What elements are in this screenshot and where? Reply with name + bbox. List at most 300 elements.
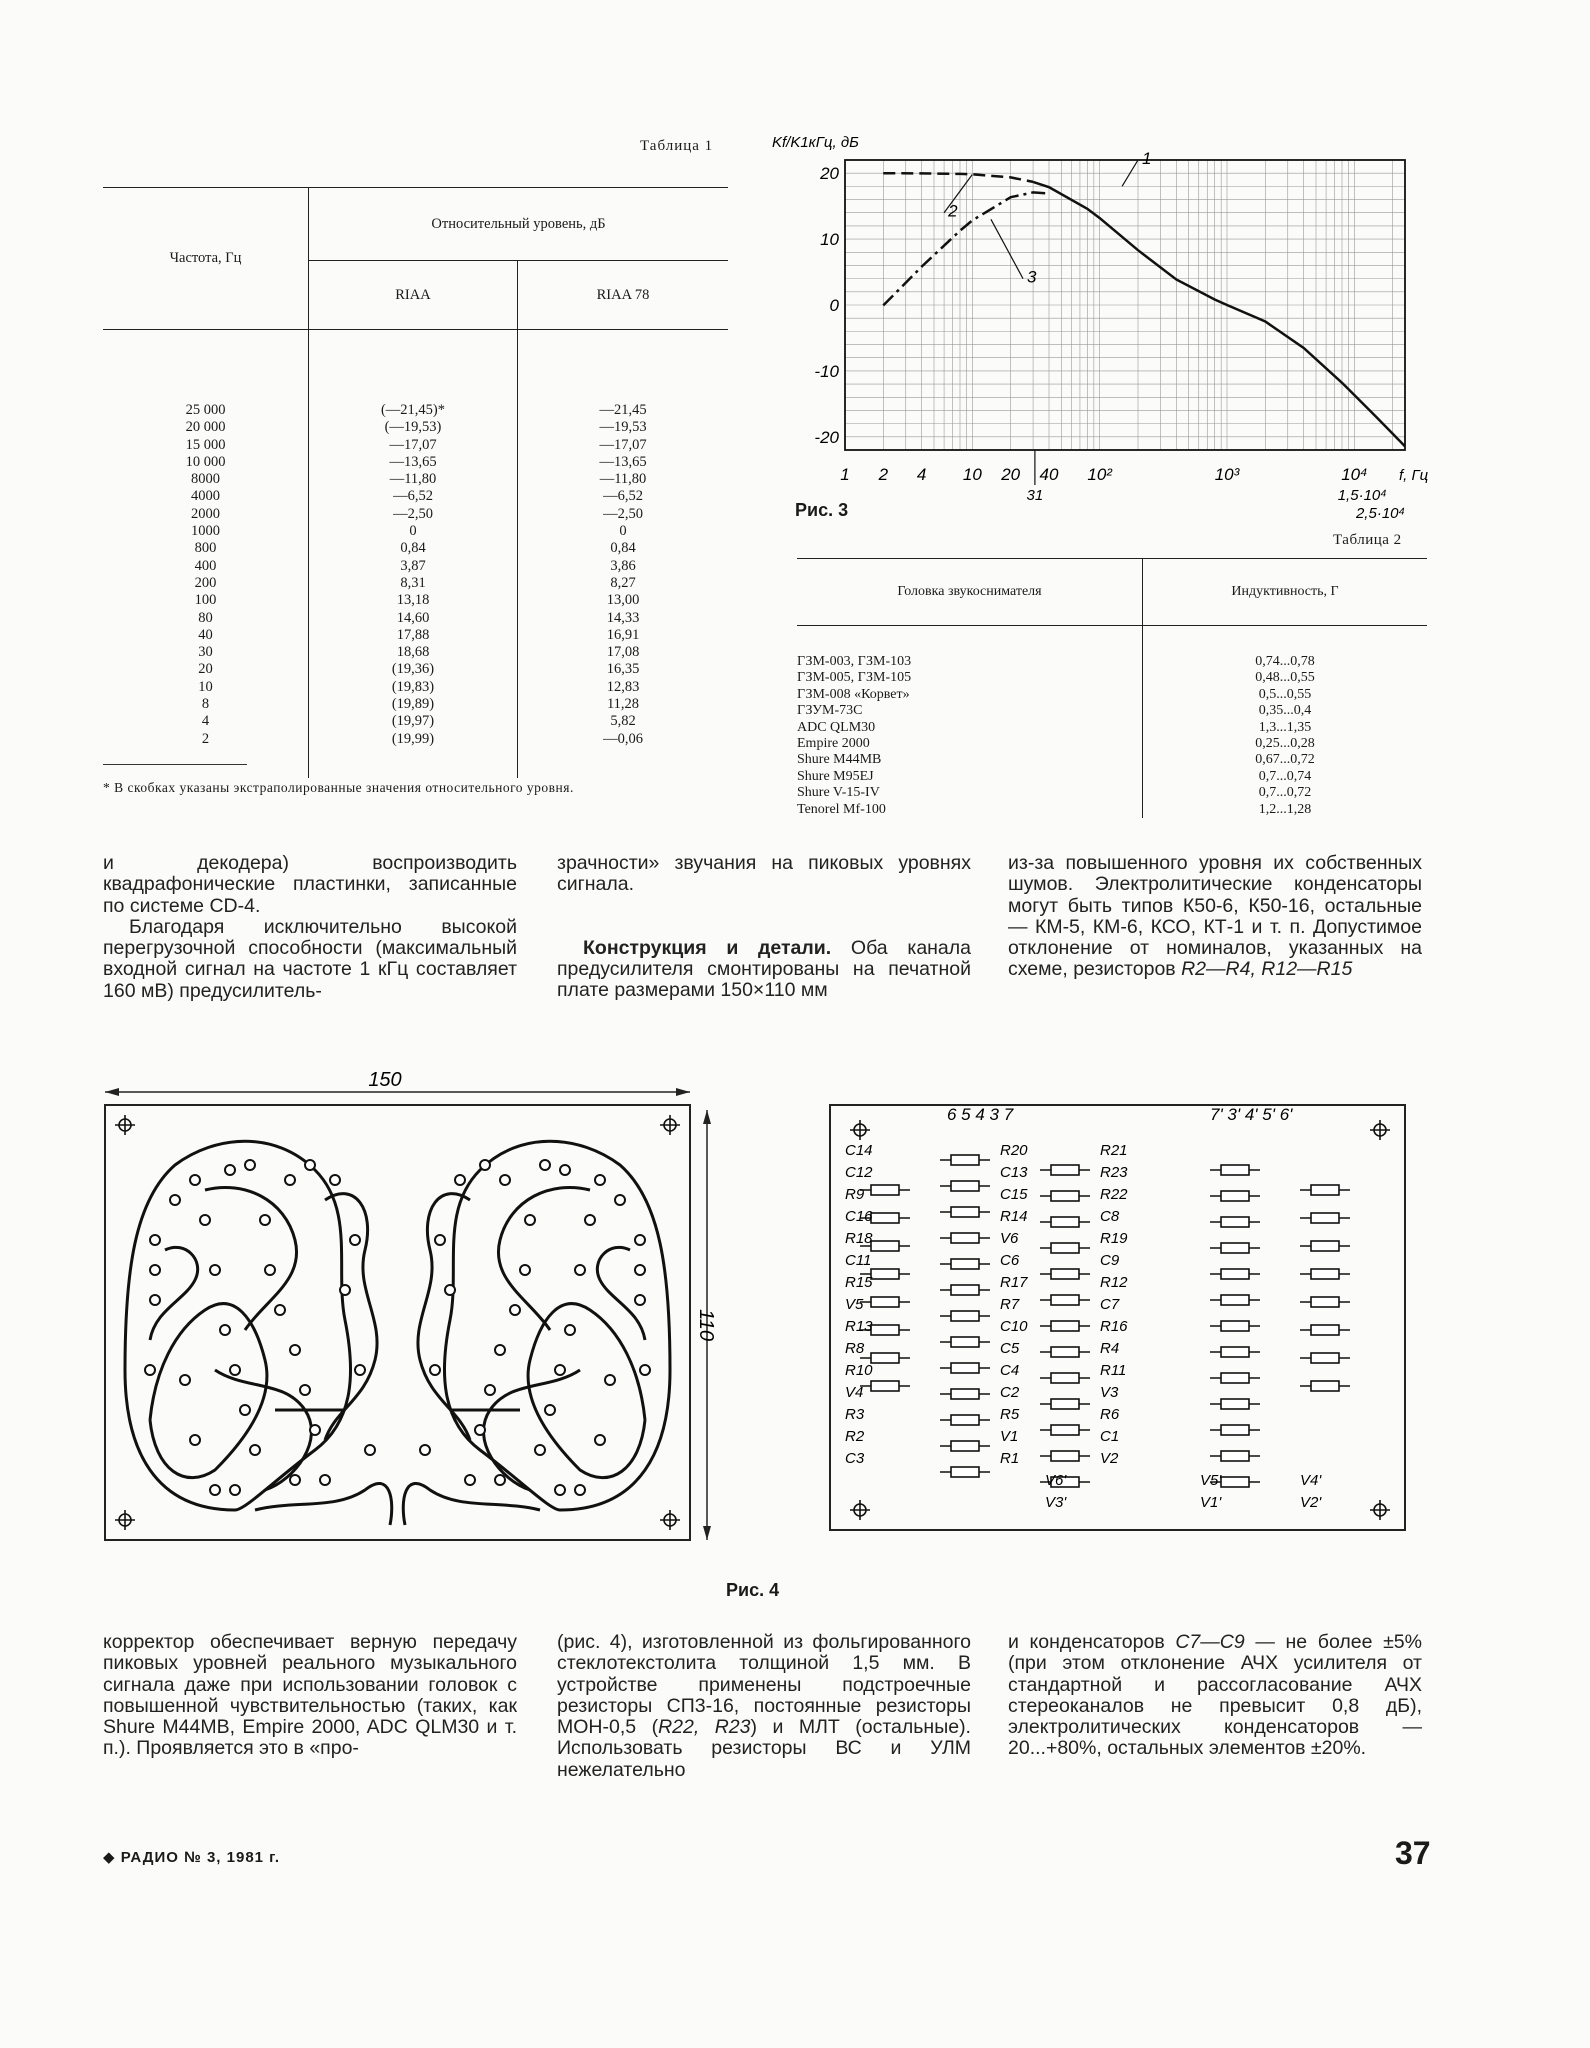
pcb-pad [555, 1365, 565, 1375]
table1-cell-riaa: (—19,53) [309, 419, 518, 436]
table1-cell-freq: 800 [103, 540, 309, 557]
table2-cell-head: ГЗМ-008 «Корвет» [797, 687, 1143, 703]
component-body [1221, 1165, 1249, 1175]
component-label: C9 [1100, 1252, 1120, 1269]
component-body [1051, 1399, 1079, 1409]
component-label: C13 [1000, 1164, 1028, 1181]
dim-height-label: 110 [695, 1309, 717, 1341]
component-body [951, 1207, 979, 1217]
component-body [951, 1389, 979, 1399]
component-label: V4 [845, 1384, 864, 1401]
table2-cell-ind: 0,7...0,72 [1258, 785, 1312, 801]
table2-cell-ind: 1,2...1,28 [1258, 801, 1312, 817]
pcb-pad [220, 1325, 230, 1335]
table1-cell-riaa78: —11,80 [599, 471, 647, 488]
pcb-pad [150, 1265, 160, 1275]
pcb-pad [290, 1475, 300, 1485]
table1-row [103, 419, 728, 436]
table1-cell-riaa: —13,65 [309, 454, 518, 471]
pcb-pad [305, 1160, 315, 1170]
table1-cell-freq: 10 [103, 679, 309, 696]
component-body [871, 1325, 899, 1335]
component-body [1311, 1297, 1339, 1307]
component-label: R16 [1100, 1318, 1128, 1335]
pcb-pad [565, 1325, 575, 1335]
lower-col-2 [557, 1632, 971, 1781]
table1-cell-riaa78: 0 [619, 523, 627, 540]
pcb-pads [145, 1160, 650, 1495]
pcb-pad [540, 1160, 550, 1170]
component-label: R22 [1100, 1186, 1128, 1203]
component-label: C6 [1000, 1252, 1020, 1269]
table1-col-group: Относительный уровень, дБ [309, 188, 729, 261]
x-tick-label: 10³ [1214, 465, 1240, 484]
table1-cell-freq: 20 [103, 661, 309, 678]
upper-col-3-text: из-за повышенного уровня их собственных шумов. Электролитические конденсаторы могут быть типов К50-6, К50-16, остальные — КМ-5, КМ-6, КСО, КТ-1 и т. п. Допустимое отклонение от номиналов, указанных на схеме, резисторов [1008, 852, 1422, 981]
pcb-pad [420, 1445, 430, 1455]
table1-cell-freq: 2 [103, 731, 309, 778]
section-heading: Конструкция и детали. [583, 936, 832, 959]
pcb-pad [430, 1365, 440, 1375]
table1-cell-riaa: 0,84 [309, 540, 518, 557]
x-tick-label: 4 [916, 465, 927, 484]
component-body [1221, 1451, 1249, 1461]
figure4-pcb-traces [95, 1070, 725, 1570]
pcb-pad [340, 1285, 350, 1295]
table1-cell-riaa78: 14,33 [606, 609, 640, 626]
pcb-pad [435, 1235, 445, 1245]
table2-cell-head: ГЗМ-005, ГЗМ-105 [797, 670, 1143, 686]
pcb-pad [290, 1345, 300, 1355]
component-body [1221, 1217, 1249, 1227]
component-label: C10 [1000, 1318, 1028, 1335]
pcb-pad [640, 1365, 650, 1375]
curve-callout-line [991, 219, 1023, 278]
component-label: V5' [1200, 1472, 1222, 1489]
component-body [1221, 1269, 1249, 1279]
component-label: R11 [1100, 1362, 1127, 1379]
component-body [1311, 1381, 1339, 1391]
component-label: R5 [1000, 1406, 1020, 1423]
component-label: R17 [1000, 1274, 1028, 1291]
table2-cell-head: Tenorel Mf-100 [797, 802, 1143, 818]
component-body [1051, 1191, 1079, 1201]
table1-cell-freq: 30 [103, 644, 309, 661]
table1-cell-riaa78: —2,50 [603, 505, 643, 522]
table2-cell-head: ГЗМ-003, ГЗМ-103 [797, 626, 1143, 671]
table2-row [797, 703, 1427, 719]
component-body [1051, 1295, 1079, 1305]
table1-cell-freq: 15 000 [103, 437, 309, 454]
component-label: C12 [845, 1164, 873, 1181]
table1-cell-freq: 100 [103, 592, 309, 609]
pcb-pad [535, 1445, 545, 1455]
component-label: R4 [1100, 1340, 1120, 1357]
table1-cell-riaa: 17,88 [309, 627, 518, 644]
component-label: V3' [1045, 1494, 1067, 1511]
upper-col-3 [1008, 853, 1422, 981]
table1-header-row-1 [103, 188, 728, 261]
table1-cell-riaa: 8,31 [309, 575, 518, 592]
component-body [951, 1337, 979, 1347]
table1-cell-riaa: —11,80 [309, 471, 518, 488]
table1-row [103, 523, 728, 540]
component-label: R19 [1100, 1230, 1128, 1247]
component-label: C8 [1100, 1208, 1120, 1225]
pcb-pad [275, 1305, 285, 1315]
table2-row [797, 752, 1427, 768]
component-label: C3 [845, 1450, 865, 1467]
component-label: C11 [845, 1252, 872, 1269]
pcb-pad [245, 1160, 255, 1170]
pcb-pad [575, 1265, 585, 1275]
table2-row [797, 785, 1427, 801]
table1-cell-riaa78: —0,06 [603, 730, 643, 747]
pcb-pad [250, 1445, 260, 1455]
table1-cell-riaa: 0 [309, 523, 518, 540]
table1-cell-riaa: 18,68 [309, 644, 518, 661]
component-body [1051, 1217, 1079, 1227]
component-label: R3 [845, 1406, 865, 1423]
x-extra-label: 1,5·10⁴ [1337, 487, 1387, 504]
table2-cell-head: Shure M44MB [797, 752, 1143, 768]
table1-body [103, 330, 728, 778]
table2-cell-ind: 1,3...1,35 [1258, 719, 1312, 735]
table2-header-row [797, 559, 1427, 626]
dim-arrow [703, 1110, 711, 1124]
component-label: V6' [1045, 1472, 1067, 1489]
table1-cell-freq: 25 000 [103, 330, 309, 420]
component-label: R12 [1100, 1274, 1128, 1291]
dim-width-label: 150 [368, 1069, 402, 1091]
component-body [1311, 1213, 1339, 1223]
table1-cell-riaa78: 12,83 [606, 678, 640, 695]
pcb-pad [285, 1175, 295, 1185]
component-body [1051, 1165, 1079, 1175]
component-body [1051, 1425, 1079, 1435]
table1-cell-freq: 2000 [103, 506, 309, 523]
table1-col-riaa: RIAA [309, 261, 518, 330]
lower-col-3 [1008, 1632, 1422, 1760]
table1-row [103, 506, 728, 523]
pcb-pad [190, 1435, 200, 1445]
table1-row [103, 731, 728, 778]
component-body [1051, 1451, 1079, 1461]
component-body [1221, 1191, 1249, 1201]
figure3-chart [770, 134, 1429, 535]
component-body [951, 1311, 979, 1321]
pcb-pad [190, 1175, 200, 1185]
dim-arrow [105, 1088, 119, 1096]
pcb-pad [615, 1195, 625, 1205]
component-body [1311, 1353, 1339, 1363]
component-body [1221, 1477, 1249, 1487]
table1-cell-freq: 1000 [103, 523, 309, 540]
pcb-pad [355, 1365, 365, 1375]
component-body [951, 1363, 979, 1373]
table1-row [103, 592, 728, 609]
y-tick-label: 0 [829, 296, 839, 315]
pcb-board-outline [105, 1105, 690, 1540]
component-label: R8 [845, 1340, 865, 1357]
table2-cell-head: Shure M95EJ [797, 769, 1143, 785]
component-label: C1 [1100, 1428, 1120, 1445]
pcb-pad [575, 1485, 585, 1495]
component-label: R2 [845, 1428, 865, 1445]
pcb-pad [495, 1475, 505, 1485]
x-tick-label: 20 [1001, 465, 1021, 484]
pcb-pad [365, 1445, 375, 1455]
lower-col-1 [103, 1632, 517, 1760]
table1-row [103, 696, 728, 713]
pcb-pad [545, 1405, 555, 1415]
table1-cell-riaa: (19,36) [309, 661, 518, 678]
component-label: R15 [845, 1274, 873, 1291]
magazine-footer: ◆ РАДИО № 3, 1981 г. [103, 1849, 281, 1866]
y-tick-label: 20 [820, 164, 839, 184]
table1-cell-riaa: (19,99) [309, 731, 518, 778]
component-label: R14 [1000, 1208, 1028, 1225]
pcb-pad [455, 1175, 465, 1185]
table2-col-ind: Индуктивность, Г [1143, 559, 1428, 626]
lower-col-2-text-b: ) и МЛТ (остальные). Использовать резисторы ВС и УЛМ нежелательно [557, 1716, 971, 1781]
pcb-pad [635, 1295, 645, 1305]
component-label: R23 [1100, 1164, 1128, 1181]
component-label: C14 [845, 1142, 873, 1159]
table1-cell-riaa: (19,83) [309, 679, 518, 696]
pcb-pad [210, 1265, 220, 1275]
pcb-pad [230, 1485, 240, 1495]
component-body [951, 1233, 979, 1243]
component-body [871, 1269, 899, 1279]
pcb-pad [595, 1175, 605, 1185]
lower-col-1-para: корректор обеспечивает верную передачу пиковых уровней реального музыкального сигнала даже при использовании головок с повышенной чувствительностью (таких, как Shure M44MB, Empire 2000, ADC QLM30 и т. п.). Проявляется это в «про- [103, 1631, 517, 1760]
pcb-pad [145, 1365, 155, 1375]
pcb-pad [170, 1195, 180, 1205]
table1-row [103, 644, 728, 661]
component-body [1221, 1295, 1249, 1305]
x-axis-label: f, Гц [1399, 467, 1429, 484]
table1-cell-riaa: 13,18 [309, 592, 518, 609]
component-body [871, 1213, 899, 1223]
pcb-pad [525, 1215, 535, 1225]
pcb-traces-right [403, 1141, 670, 1525]
pcb-pad [350, 1235, 360, 1245]
table1-cell-riaa78: 0,84 [610, 540, 636, 557]
pcb-pad [260, 1215, 270, 1225]
pcb-pad [180, 1375, 190, 1385]
lower-col-3-text-b: — не более ±5% (при этом отклонение АЧХ усилителя от стандартной и рассогласование АЧХ стереоканалов не превысит 0,8 дБ), электролитических конденсаторов —20...+80%, остальных элементов ±20%. [1008, 1631, 1422, 1760]
table1-cell-riaa78: —21,45 [599, 402, 647, 418]
component-label: R7 [1000, 1296, 1020, 1313]
table2-cell-ind: 0,7...0,74 [1258, 768, 1312, 784]
component-body [951, 1415, 979, 1425]
series-line-3 [883, 192, 1049, 305]
table2 [797, 558, 1427, 818]
table2-cell-ind: 0,35...0,4 [1258, 703, 1312, 719]
table1-cell-freq: 40 [103, 627, 309, 644]
x-tick-label: 2 [878, 465, 889, 484]
x-tick-label: 1 [840, 465, 850, 484]
table1-cell-freq: 200 [103, 575, 309, 592]
table1-cell-riaa78: 8,27 [610, 574, 636, 591]
pcb-pad [330, 1175, 340, 1185]
figure4-caption: Рис. 4 [726, 1580, 780, 1600]
table1-row [103, 488, 728, 505]
pcb-pad [210, 1485, 220, 1495]
table1-row [103, 679, 728, 696]
x-extra-label: 2,5·10⁴ [1355, 505, 1405, 522]
right-pin-labels: 7' 3' 4' 5' 6' [1210, 1105, 1293, 1124]
pcb-pad [445, 1285, 455, 1295]
curve-label: 3 [1027, 267, 1037, 287]
pcb-pad [635, 1235, 645, 1245]
pcb-pad [585, 1215, 595, 1225]
curve-label: 1 [1141, 149, 1152, 168]
table2-cell-head: Empire 2000 [797, 736, 1143, 752]
lower-col-2-em: R22, R23 [658, 1716, 751, 1739]
pcb-pad [300, 1385, 310, 1395]
table2-row [797, 802, 1427, 818]
component-label: C2 [1000, 1384, 1020, 1401]
component-label: R13 [845, 1318, 873, 1335]
figure4-component-layout [825, 1100, 1415, 1540]
table1-row [103, 471, 728, 488]
table1-cell-riaa: —17,07 [309, 437, 518, 454]
component-body [951, 1285, 979, 1295]
table2-row [797, 769, 1427, 785]
lower-col-2-para [557, 1632, 971, 1781]
pcb-pad [265, 1265, 275, 1275]
table1-cell-riaa78: —19,53 [599, 419, 647, 436]
pcb-pad [500, 1175, 510, 1185]
table1-cell-freq: 10 000 [103, 454, 309, 471]
component-body [871, 1353, 899, 1363]
table2-body [797, 626, 1427, 819]
pcb-pad [465, 1475, 475, 1485]
component-label: C7 [1100, 1296, 1120, 1313]
dim-arrow [703, 1526, 711, 1540]
table1-footnote-rule [103, 764, 247, 765]
table1-row [103, 610, 728, 627]
lower-col-3-para [1008, 1632, 1422, 1760]
table1-cell-riaa78: 16,91 [606, 626, 640, 643]
y-tick-label: 10 [820, 230, 839, 250]
left-pin-labels: 6 5 4 3 7 [947, 1105, 1014, 1124]
y-axis-label: Kf/K1кГц, дБ [772, 134, 859, 151]
component-body [951, 1155, 979, 1165]
table1-cell-riaa78: 5,82 [610, 713, 636, 730]
table2-row [797, 736, 1427, 752]
table2-cell-ind: 0,25...0,28 [1255, 736, 1315, 752]
component-body [951, 1467, 979, 1477]
upper-col-2 [557, 853, 971, 1001]
upper-col-3-para [1008, 853, 1422, 981]
pcb-pad [485, 1385, 495, 1395]
table1-cell-freq: 8000 [103, 471, 309, 488]
component-label: R21 [1100, 1142, 1128, 1159]
component-label: R18 [845, 1230, 873, 1247]
table1-row [103, 437, 728, 454]
pcb-pad [595, 1435, 605, 1445]
table2-cell-ind: 0,74...0,78 [1255, 654, 1315, 669]
x-tick-label: 10² [1087, 465, 1112, 484]
table1-row [103, 454, 728, 471]
table1-cell-riaa: (—21,45)* [309, 330, 518, 420]
table2-cell-head: Shure V-15-IV [797, 785, 1143, 801]
pcb-traces-left [125, 1141, 392, 1525]
component-body [871, 1297, 899, 1307]
table2-row [797, 687, 1427, 703]
lower-col-3-em: C7—C9 [1175, 1631, 1245, 1653]
table1-row [103, 540, 728, 557]
component-body [1311, 1241, 1339, 1251]
table1-cell-riaa78: —6,52 [603, 488, 643, 505]
upper-col-1-para-1: и декодера) воспроизводить квадрафонические пластинки, записанные по системе CD-4. [103, 852, 517, 917]
x-tick-label: 10⁴ [1341, 465, 1368, 484]
component-label: C16 [845, 1208, 873, 1225]
table1-col-freq: Частота, Гц [103, 188, 309, 330]
table2-row [797, 670, 1427, 686]
table1-cell-freq: 4 [103, 713, 309, 730]
pcb-pad [200, 1215, 210, 1225]
table1-cell-riaa78: 16,35 [606, 661, 640, 678]
lower-col-3-text-a: и конденсаторов [1008, 1631, 1176, 1653]
component-label: V2' [1300, 1494, 1322, 1511]
component-body [1051, 1243, 1079, 1253]
component-label: R9 [845, 1186, 865, 1203]
x-tick-label: 40 [1039, 465, 1059, 484]
component-body [1221, 1399, 1249, 1409]
pcb-pad [635, 1265, 645, 1275]
component-body [1221, 1243, 1249, 1253]
table1-row [103, 627, 728, 644]
component-body [1051, 1321, 1079, 1331]
component-label: V3 [1100, 1384, 1119, 1401]
component-body [871, 1185, 899, 1195]
pcb-pad [150, 1235, 160, 1245]
table1-cell-riaa78: 13,00 [606, 592, 640, 609]
component-body [871, 1381, 899, 1391]
component-body [1311, 1269, 1339, 1279]
table2-cell-ind: 0,67...0,72 [1255, 752, 1315, 768]
x-extra-label: 31 [1026, 487, 1044, 504]
table1-row [103, 575, 728, 592]
table1-cell-freq: 80 [103, 610, 309, 627]
component-body [951, 1259, 979, 1269]
pcb-pad [495, 1345, 505, 1355]
table1-cell-freq: 400 [103, 558, 309, 575]
pcb-pad [320, 1475, 330, 1485]
table2-row [797, 626, 1427, 671]
component-body [1311, 1325, 1339, 1335]
table1-cell-riaa: (19,97) [309, 713, 518, 730]
component-label: V1 [1000, 1428, 1019, 1445]
pcb-pad [520, 1265, 530, 1275]
component-body [1051, 1269, 1079, 1279]
upper-col-2-text: Оба канала предусилителя смонтированы на печатной плате размерами 150×110 мм [557, 936, 971, 1002]
upper-col-2-para-2 [557, 938, 971, 1002]
table1-cell-riaa: 3,87 [309, 558, 518, 575]
y-tick-label: -10 [814, 361, 839, 381]
pcb-pad [230, 1365, 240, 1375]
component-label: V2 [1100, 1450, 1119, 1467]
component-body [1311, 1185, 1339, 1195]
component-label: C4 [1000, 1362, 1020, 1379]
pcb-pad [480, 1160, 490, 1170]
upper-col-1 [103, 853, 517, 1002]
table1-row [103, 558, 728, 575]
